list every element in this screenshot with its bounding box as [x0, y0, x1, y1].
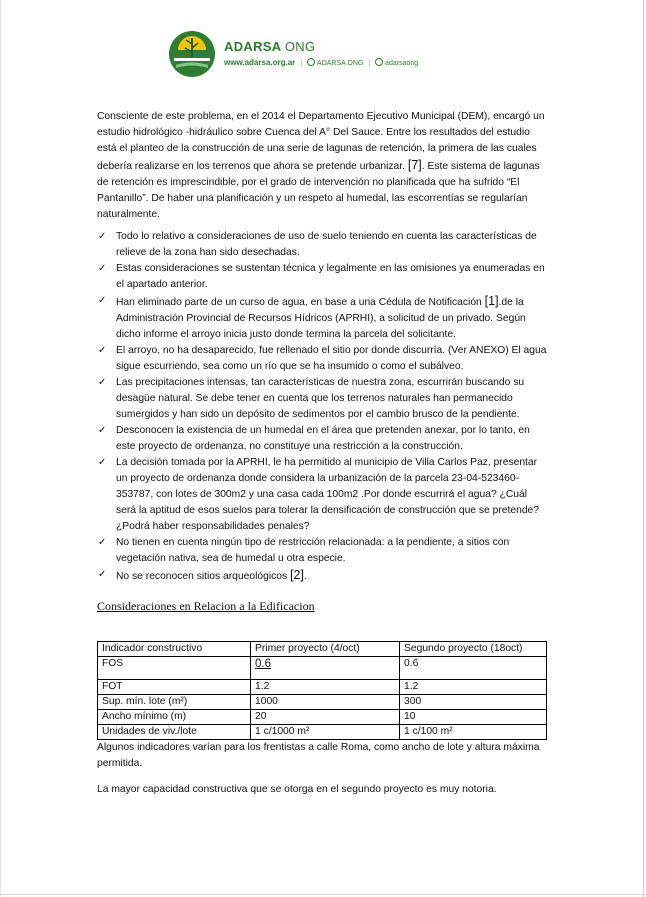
table-cell: FOS: [98, 657, 251, 680]
letterhead: [168, 30, 468, 80]
fos-value: 0.6: [255, 658, 271, 670]
brand-name: [224, 39, 315, 54]
table-cell: 0.6: [400, 657, 547, 680]
table-row: [98, 725, 547, 740]
table-cell: Sup. mín. lote (m²): [98, 695, 251, 710]
table-row: [98, 680, 547, 695]
intro-paragraph: [97, 109, 547, 223]
table-cell: [251, 657, 400, 680]
table-cell: 10: [400, 710, 547, 725]
list-item-text: El arroyo, no ha desaparecido, fue rellenado el sitio por donde discurría. (Ver ANEXO) El agua sigue escurriendo, sea como un río que se ha insumido o como el subálveo.: [116, 345, 547, 372]
list-item-text: Han eliminado parte de un curso de agua, en base a una Cédula de Notificación: [116, 297, 485, 308]
column-header: Segundo proyecto (18oct): [400, 642, 547, 657]
table-row: [98, 710, 547, 725]
facebook-handle[interactable]: ADARSA ONG: [317, 60, 364, 67]
table-cell: 1 c/1000 m²: [251, 725, 400, 740]
check-icon: ✓: [98, 537, 107, 548]
intro-reference[interactable]: [7]: [407, 158, 422, 172]
facebook-icon: [307, 58, 315, 66]
table-cell: 1000: [251, 695, 400, 710]
list-item-text: .de la Administración Provincial de Recursos Hídricos (APRHI), a solicitud de un privado. Según dicho informe el arroyo inicia justo donde termina la parcela del solicitante.: [116, 297, 526, 340]
page-edge-right: [643, 0, 644, 897]
page-edge-bottom: [0, 894, 646, 895]
list-item-text: .: [303, 571, 307, 582]
table-cell: FOT: [98, 680, 251, 695]
table-note: Algunos indicadores varían para los frentistas a calle Roma, como ancho de lote y altura máxima permitida.: [97, 742, 540, 769]
table-cell: 300: [400, 695, 547, 710]
list-item: [97, 261, 547, 293]
list-item-text: Estas consideraciones se sustentan técnica y legalmente en las omisiones ya enumeradas en el apartado anterior.: [116, 263, 545, 290]
website-link[interactable]: www.adarsa.org.ar: [224, 58, 296, 67]
list-item: [97, 375, 547, 423]
list-item: [97, 423, 547, 455]
check-icon: ✓: [98, 457, 107, 468]
list-item-text: La decisión tomada por la APRHI, le ha permitido al municipio de Villa Carlos Paz, presentar un proyecto de ordenanza donde considera la urbanización de la parcela 23-04-523460-353787, con lotes de 300m2 y una casa cada 100m2 .Por donde escurrirá el agua? ¿Cuál será la aptitud de esos suelos para tolerar la densificación de construcción que se pretende? ¿Podrá haber responsabilidades penales?: [116, 457, 540, 532]
list-item-text: Desconocen la existencia de un humedal en el área que pretenden anexar, por lo tanto, en este proyecto de ordenanza, no constituye una restricción a la construcción.: [116, 425, 530, 452]
list-item: [97, 293, 547, 343]
check-icon: ✓: [98, 425, 107, 436]
table-cell: 1 c/100 m²: [400, 725, 547, 740]
table-cell: 1.2: [400, 680, 547, 695]
check-icon: ✓: [98, 569, 107, 580]
separator: |: [368, 60, 371, 67]
list-item: [97, 455, 547, 535]
page-edge-left: [0, 0, 1, 897]
list-item: [97, 535, 547, 567]
table-cell: Unidades de viv./lote: [98, 725, 251, 740]
list-item-text: Todo lo relativo a consideraciones de uso de suelo teniendo en cuenta las características de relieve de la zona han sido desechadas.: [116, 231, 537, 258]
list-item-text: No se reconocen sitios arqueológicos: [116, 571, 291, 582]
table-row: [98, 657, 547, 680]
brand-sub: ONG: [284, 39, 316, 54]
check-icon: ✓: [98, 377, 107, 388]
check-icon: ✓: [98, 345, 107, 356]
conclusion-paragraph: La mayor capacidad constructiva que se otorga en el segundo proyecto es muy notoria.: [97, 784, 497, 795]
table-row: [98, 695, 547, 710]
check-icon: ✓: [98, 263, 107, 274]
column-header: Primer proyecto (4/oct): [251, 642, 400, 657]
contact-line: [224, 58, 418, 67]
list-item-text: No tienen en cuenta ningún tipo de restricción relacionada: a la pendiente, a sitios con vegetación nativa, sea de humedal u otra especie.: [116, 537, 510, 564]
column-header: Indicador constructivo: [98, 642, 251, 657]
list-item: [97, 567, 547, 585]
footnote-reference[interactable]: [1]: [484, 294, 499, 308]
instagram-handle[interactable]: adarsaong: [385, 60, 419, 67]
brand-main: ADARSA: [224, 39, 281, 54]
adarsa-logo-icon: [168, 30, 216, 78]
list-item: [97, 343, 547, 375]
check-icon: ✓: [98, 231, 107, 242]
document-body: [97, 109, 547, 798]
table-header-row: [98, 642, 547, 657]
list-item: [97, 229, 547, 261]
table-cell: 20: [251, 710, 400, 725]
instagram-icon: [375, 58, 383, 66]
checklist: [97, 229, 547, 585]
section-title: Consideraciones en Relacion a la Edificacion: [97, 599, 315, 613]
list-item-text: Las precipitaciones intensas, tan características de nuestra zona, escurrirán buscando su desagüe natural. Se debe tener en cuenta que los terrenos naturales han permanecido sumergidos y han sido un depósito de sedimentos por el cambio brusco de la pendiente.: [116, 377, 525, 420]
intro-text-rest: . Este sistema de lagunas de retención es imprescindible, por el grado de intervención no planificada que ha sufrido “El Pantanillo”. De haber una planificación y un respeto al humedal, las escorrentías se regularían naturalmente.: [97, 161, 540, 220]
check-icon: ✓: [98, 295, 107, 306]
table-cell: Ancho mínimo (m): [98, 710, 251, 725]
indicators-table: [97, 641, 547, 740]
separator: |: [300, 60, 303, 67]
intro-text: Consciente de este problema, en el 2014 el Departamento Ejecutivo Municipal (DEM), encargó un estudio hidrológico -hidráulico sobre Cuenca del A° Del Sauce. Entre los resultados del estudio está el planteo de la construcción de una serie de lagunas de retención, la primera de las cuales debería realizarse en los terrenos que ahora se pretende urbanizar.: [97, 111, 545, 172]
table-cell: 1.2: [251, 680, 400, 695]
footnote-reference[interactable]: [2]: [290, 568, 304, 582]
